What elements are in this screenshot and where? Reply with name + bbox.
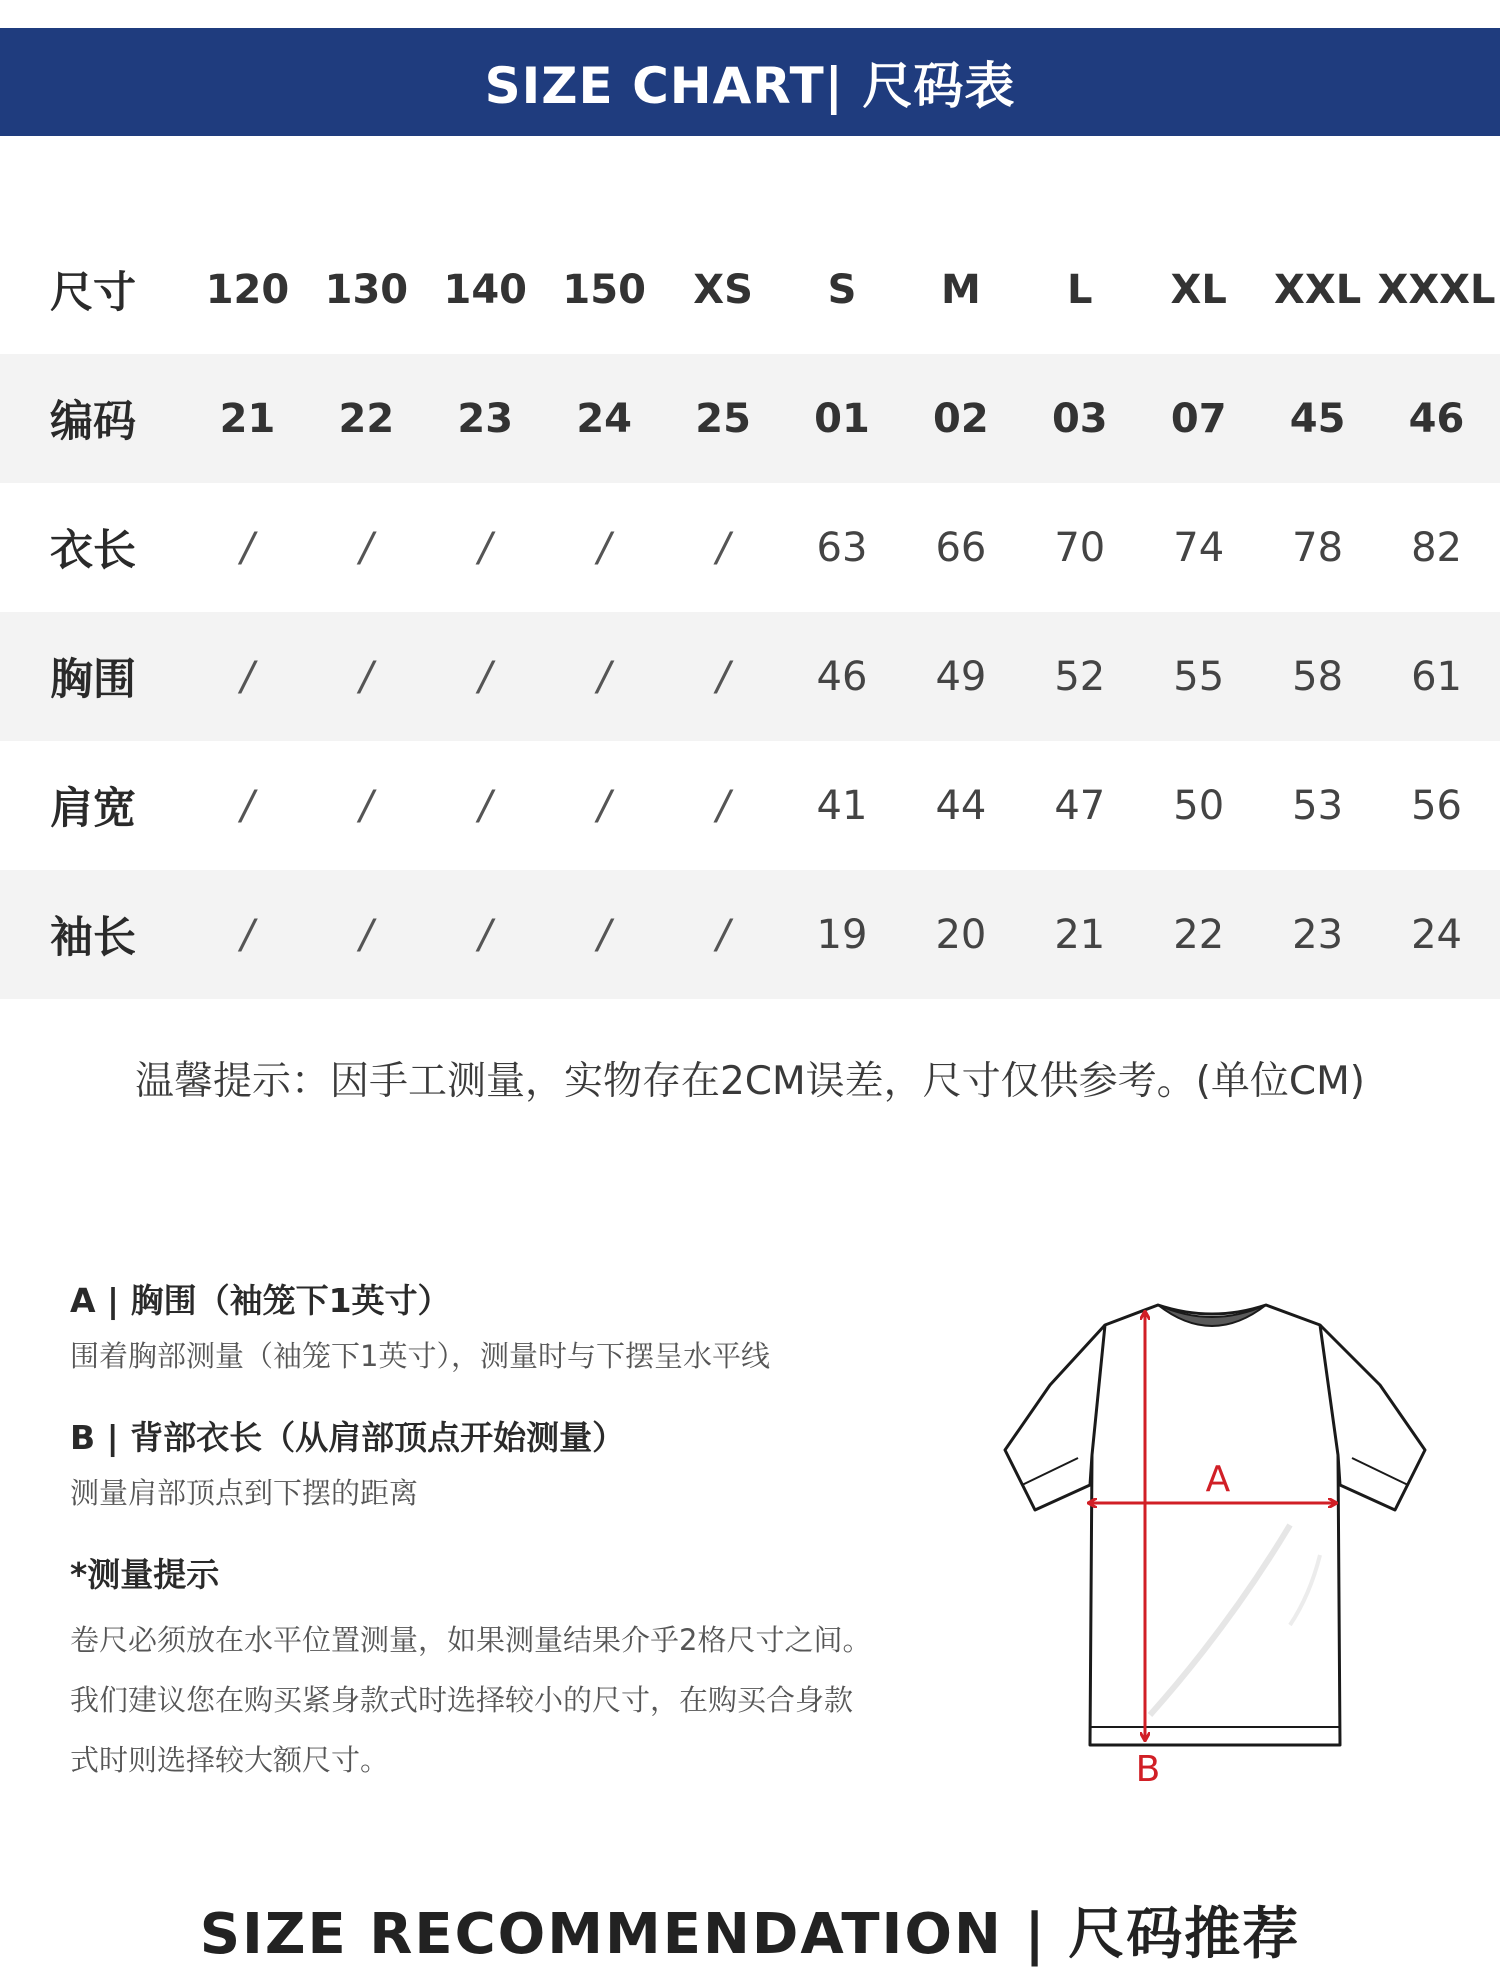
note-tips-line: 卷尺必须放在水平位置测量，如果测量结果介乎2格尺寸之间。 [70, 1623, 872, 1657]
tshirt-icon [990, 1295, 1470, 1795]
length-cells [188, 525, 1500, 571]
row-label: 衣长 [50, 526, 136, 576]
table-cell: 45 [1289, 395, 1346, 442]
table-cell: / [240, 782, 255, 829]
table-cell: XS [693, 266, 753, 313]
table-cell: 120 [205, 266, 290, 313]
size-header-cells [188, 267, 1500, 313]
table-cell: / [240, 911, 255, 958]
row-label: 肩宽 [50, 784, 136, 834]
row-label: 编码 [50, 397, 136, 447]
table-cell: 46 [1408, 395, 1465, 442]
tshirt-body [1090, 1305, 1340, 1745]
table-cell: 61 [1411, 653, 1462, 700]
size-table [0, 225, 1500, 999]
chest-cells [188, 654, 1500, 700]
table-cell: M [940, 266, 981, 313]
table-cell: 63 [816, 524, 868, 571]
table-cell: / [597, 782, 611, 829]
table-cell: 52 [1054, 653, 1106, 700]
table-cell: 130 [324, 266, 409, 313]
table-cell: / [716, 653, 730, 700]
chest-row [0, 612, 1500, 741]
note-length-title: B | 背部衣长（从肩部顶点开始测量） [70, 1418, 626, 1457]
table-cell: / [478, 911, 492, 958]
table-cell: / [359, 782, 374, 829]
shoulder-cells [188, 783, 1500, 829]
table-cell: 66 [935, 524, 987, 571]
table-cell: 20 [935, 911, 987, 958]
table-cell: / [478, 653, 492, 700]
row-label: 尺寸 [50, 268, 136, 318]
table-cell: 55 [1173, 653, 1225, 700]
table-cell: 22 [338, 395, 395, 442]
measurement-tip: 温馨提示：因手工测量，实物存在2CM误差，尺寸仅供参考。(单位CM) [134, 1059, 1365, 1104]
table-cell: XXL [1274, 266, 1362, 313]
table-cell: / [359, 653, 374, 700]
size-recommendation-title: SIZE RECOMMENDATION | 尺码推荐 [199, 1902, 1301, 1967]
size-header-row [0, 225, 1500, 354]
label-a: A [1205, 1459, 1231, 1500]
table-cell: L [1067, 266, 1093, 313]
table-cell: XXXL [1377, 266, 1496, 313]
banner-title: SIZE CHART| 尺码表 [484, 57, 1016, 115]
table-cell: / [359, 524, 374, 571]
note-tips-line: 式时则选择较大额尺寸。 [70, 1743, 390, 1777]
table-cell: S [827, 266, 857, 313]
table-cell: 41 [816, 782, 868, 829]
table-cell: / [716, 911, 730, 958]
table-cell: 53 [1292, 782, 1344, 829]
tshirt-sleeve-left [1005, 1325, 1105, 1510]
row-label: 胸围 [50, 655, 136, 705]
table-cell: / [359, 911, 374, 958]
table-cell: 21 [219, 395, 276, 442]
length-row [0, 483, 1500, 612]
note-tips-title: *测量提示 [70, 1555, 220, 1594]
note-tips [70, 1549, 970, 1790]
table-cell: 150 [562, 266, 646, 313]
table-cell: 03 [1051, 395, 1108, 442]
table-cell: 74 [1173, 524, 1225, 571]
sleeve-row [0, 870, 1500, 999]
table-cell: 01 [814, 395, 870, 442]
table-cell: / [478, 524, 492, 571]
table-cell: 25 [695, 395, 751, 442]
table-cell: 07 [1170, 395, 1227, 442]
table-cell: 23 [1292, 911, 1344, 958]
table-cell: 44 [935, 782, 987, 829]
row-label: 袖长 [50, 913, 136, 963]
note-length-body: 测量肩部顶点到下摆的距离 [70, 1476, 419, 1510]
note-chest-title: A | 胸围（袖笼下1英寸） [70, 1281, 451, 1320]
shoulder-row [0, 741, 1500, 870]
measurement-notes [70, 1275, 970, 1826]
table-cell: / [478, 782, 492, 829]
table-cell: 56 [1411, 782, 1462, 829]
note-tips-line: 我们建议您在购买紧身款式时选择较小的尺寸，在购买合身款 [70, 1683, 854, 1717]
table-cell: 19 [816, 911, 868, 958]
code-row [0, 354, 1500, 483]
table-cell: 24 [576, 395, 632, 442]
note-chest [70, 1275, 970, 1376]
table-cell: 23 [457, 395, 514, 442]
table-cell: 22 [1173, 911, 1225, 958]
table-cell: 58 [1292, 653, 1344, 700]
table-cell: / [597, 524, 611, 571]
size-chart-banner [0, 28, 1500, 136]
table-cell: 70 [1054, 524, 1106, 571]
table-cell: / [716, 524, 730, 571]
table-cell: 82 [1411, 524, 1462, 571]
table-cell: / [597, 911, 611, 958]
table-cell: 140 [443, 266, 528, 313]
table-cell: 49 [935, 653, 987, 700]
note-length [70, 1412, 970, 1513]
table-cell: 02 [933, 395, 989, 442]
table-cell: / [240, 524, 255, 571]
table-cell: 47 [1054, 782, 1106, 829]
table-cell: / [240, 653, 255, 700]
sleeve-cells [188, 912, 1500, 958]
code-cells [188, 396, 1500, 442]
label-b: B [1135, 1749, 1161, 1790]
table-cell: 78 [1292, 524, 1344, 571]
table-cell: / [597, 653, 611, 700]
table-cell: 46 [816, 653, 868, 700]
table-cell: 21 [1054, 911, 1106, 958]
table-cell: 50 [1173, 782, 1225, 829]
table-cell: 24 [1411, 911, 1462, 958]
table-cell: / [716, 782, 730, 829]
table-cell: XL [1170, 266, 1227, 313]
note-chest-body: 围着胸部测量（袖笼下1英寸），测量时与下摆呈水平线 [70, 1339, 770, 1373]
